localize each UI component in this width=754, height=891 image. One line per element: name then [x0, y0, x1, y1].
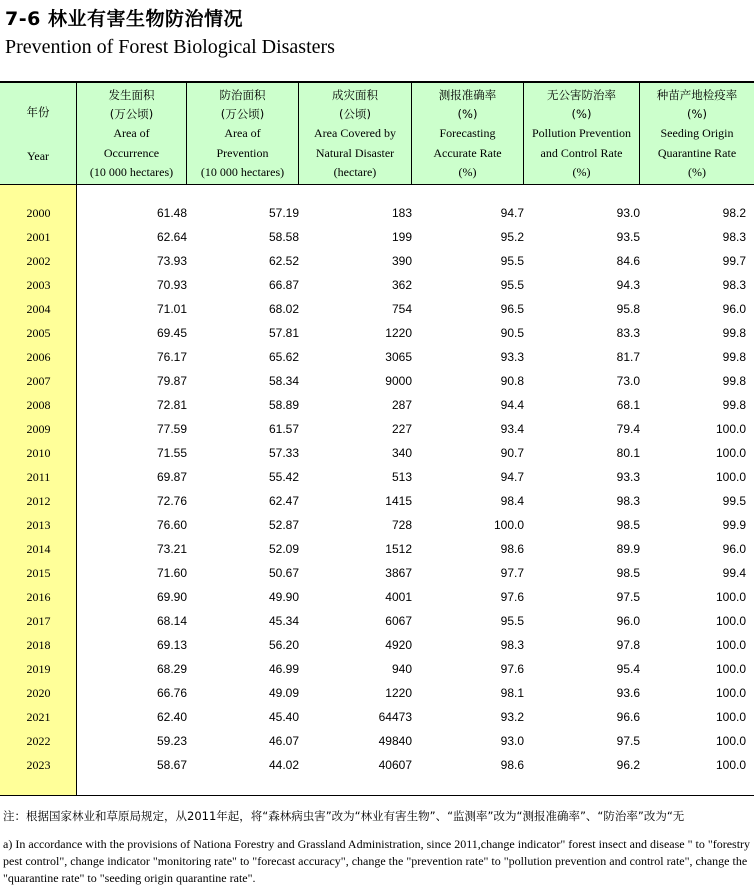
cell-disaster-area: 754	[391, 302, 412, 316]
cell-year: 2016	[26, 589, 51, 604]
cell-prevention: 58.34	[268, 374, 299, 388]
header-line: (10 000 hectares)	[200, 165, 285, 180]
cell-prevention: 65.62	[268, 350, 299, 364]
cell-quarantine-rate: 99.7	[722, 254, 746, 268]
cell-disaster-area: 183	[391, 206, 412, 220]
cell-year: 2006	[26, 349, 51, 364]
cell-forecast-rate: 100.0	[493, 518, 524, 532]
table-row	[0, 273, 754, 297]
cell-year: 2015	[26, 565, 51, 580]
cell-pollution-control-rate: 98.5	[616, 566, 640, 580]
header-line: (%)	[458, 165, 477, 180]
cell-forecast-rate: 97.6	[500, 590, 524, 604]
table-row	[0, 417, 754, 441]
cell-pollution-control-rate: 89.9	[616, 542, 640, 556]
cell-occurrence: 70.93	[156, 278, 187, 292]
table-row	[0, 201, 754, 225]
cell-disaster-area: 513	[391, 470, 412, 484]
cell-pollution-control-rate: 93.0	[616, 206, 640, 220]
cell-year: 2002	[26, 253, 51, 268]
cell-quarantine-rate: 96.0	[722, 302, 746, 316]
cell-prevention: 57.19	[268, 206, 299, 220]
cell-forecast-rate: 96.5	[500, 302, 524, 316]
table-row	[0, 657, 754, 681]
cell-disaster-area: 199	[391, 230, 412, 244]
cell-disaster-area: 1220	[385, 686, 412, 700]
cell-forecast-rate: 94.7	[500, 206, 524, 220]
cell-occurrence: 58.67	[156, 758, 187, 772]
table-row	[0, 537, 754, 561]
cell-forecast-rate: 95.5	[500, 614, 524, 628]
table-header	[0, 81, 754, 185]
cell-year: 2011	[26, 469, 51, 484]
cell-quarantine-rate: 99.8	[722, 398, 746, 412]
cell-prevention: 62.47	[268, 494, 299, 508]
header-line: (%)	[687, 107, 707, 122]
table-row	[0, 609, 754, 633]
cell-year: 2000	[26, 205, 51, 220]
cell-occurrence: 59.23	[156, 734, 187, 748]
cell-year: 2018	[26, 637, 51, 652]
cell-occurrence: 73.93	[156, 254, 187, 268]
cell-forecast-rate: 90.5	[500, 326, 524, 340]
cell-occurrence: 77.59	[156, 422, 187, 436]
cell-quarantine-rate: 100.0	[715, 638, 746, 652]
table-row	[0, 345, 754, 369]
cell-year: 2009	[26, 421, 51, 436]
header-line: 种苗产地检疫率	[656, 87, 738, 102]
cell-pollution-control-rate: 81.7	[616, 350, 640, 364]
cell-year: 2017	[26, 613, 51, 628]
cell-forecast-rate: 93.2	[500, 710, 524, 724]
cell-disaster-area: 9000	[385, 374, 412, 388]
table-row	[0, 393, 754, 417]
header-disaster-area	[299, 83, 412, 184]
table-row	[0, 369, 754, 393]
cell-disaster-area: 227	[391, 422, 412, 436]
table-rows	[0, 201, 754, 777]
cell-pollution-control-rate: 94.3	[616, 278, 640, 292]
cell-prevention: 49.90	[268, 590, 299, 604]
header-line: Area of	[224, 126, 261, 141]
cell-disaster-area: 1512	[385, 542, 412, 556]
cell-disaster-area: 390	[391, 254, 412, 268]
cell-disaster-area: 1220	[385, 326, 412, 340]
cell-forecast-rate: 93.3	[500, 350, 524, 364]
header-line: Area Covered by	[314, 126, 396, 141]
cell-prevention: 58.58	[268, 230, 299, 244]
cell-forecast-rate: 97.6	[500, 662, 524, 676]
cell-year: 2013	[26, 517, 51, 532]
header-line: 成灾面积	[332, 87, 378, 102]
cell-quarantine-rate: 99.9	[722, 518, 746, 532]
cell-pollution-control-rate: 68.1	[616, 398, 640, 412]
cell-year: 2010	[26, 445, 51, 460]
cell-occurrence: 62.64	[156, 230, 187, 244]
cell-prevention: 68.02	[268, 302, 299, 316]
cell-quarantine-rate: 98.3	[722, 278, 746, 292]
header-line: Seeding Origin	[660, 126, 734, 141]
cell-disaster-area: 728	[391, 518, 412, 532]
page-title-english: Prevention of Forest Biological Disasters	[5, 36, 335, 58]
cell-pollution-control-rate: 73.0	[616, 374, 640, 388]
header-line: Forecasting	[439, 126, 496, 141]
header-line: (%)	[572, 165, 591, 180]
header-line: Accurate Rate	[433, 145, 502, 160]
cell-occurrence: 71.01	[156, 302, 187, 316]
cell-pollution-control-rate: 84.6	[616, 254, 640, 268]
cell-pollution-control-rate: 97.5	[616, 590, 640, 604]
header-forecast-rate	[412, 83, 524, 184]
header-line: (万公顷)	[220, 107, 265, 122]
table-row	[0, 633, 754, 657]
cell-occurrence: 68.14	[156, 614, 187, 628]
table-row	[0, 489, 754, 513]
cell-pollution-control-rate: 79.4	[616, 422, 640, 436]
cell-pollution-control-rate: 83.3	[616, 326, 640, 340]
cell-pollution-control-rate: 93.5	[616, 230, 640, 244]
cell-year: 2007	[26, 373, 51, 388]
cell-pollution-control-rate: 95.8	[616, 302, 640, 316]
cell-year: 2008	[26, 397, 51, 412]
cell-disaster-area: 4001	[385, 590, 412, 604]
table-row	[0, 585, 754, 609]
cell-quarantine-rate: 99.5	[722, 494, 746, 508]
cell-forecast-rate: 95.2	[500, 230, 524, 244]
table-row	[0, 465, 754, 489]
cell-quarantine-rate: 100.0	[715, 662, 746, 676]
header-line: Occurrence	[103, 145, 160, 160]
cell-occurrence: 76.17	[156, 350, 187, 364]
cell-prevention: 44.02	[268, 758, 299, 772]
table-row	[0, 729, 754, 753]
cell-occurrence: 69.13	[156, 638, 187, 652]
cell-occurrence: 69.90	[156, 590, 187, 604]
cell-occurrence: 72.81	[156, 398, 187, 412]
cell-year: 2022	[26, 733, 51, 748]
cell-disaster-area: 3065	[385, 350, 412, 364]
table-row	[0, 441, 754, 465]
header-line: 发生面积	[108, 87, 155, 102]
cell-disaster-area: 940	[391, 662, 412, 676]
cell-disaster-area: 4920	[385, 638, 412, 652]
cell-prevention: 61.57	[268, 422, 299, 436]
header-line: (%)	[571, 107, 592, 122]
cell-prevention: 45.34	[268, 614, 299, 628]
cell-prevention: 58.89	[268, 398, 299, 412]
cell-quarantine-rate: 100.0	[715, 422, 746, 436]
cell-quarantine-rate: 98.2	[722, 206, 746, 220]
header-quarantine-rate	[640, 83, 754, 184]
cell-year: 2020	[26, 685, 51, 700]
header-line: 测报准确率	[438, 87, 497, 102]
cell-disaster-area: 40607	[378, 758, 412, 772]
cell-prevention: 50.67	[268, 566, 299, 580]
header-line: Natural Disaster	[315, 145, 395, 160]
cell-occurrence: 62.40	[156, 710, 187, 724]
cell-quarantine-rate: 99.8	[722, 374, 746, 388]
cell-pollution-control-rate: 96.0	[616, 614, 640, 628]
cell-occurrence: 61.48	[156, 206, 187, 220]
cell-quarantine-rate: 100.0	[715, 758, 746, 772]
page-title-chinese: 7-6 林业有害生物防治情况	[5, 8, 243, 30]
cell-prevention: 46.07	[268, 734, 299, 748]
cell-quarantine-rate: 100.0	[715, 686, 746, 700]
table-row	[0, 297, 754, 321]
cell-forecast-rate: 98.6	[500, 542, 524, 556]
cell-disaster-area: 362	[391, 278, 412, 292]
header-occurrence	[77, 83, 187, 184]
cell-prevention: 57.33	[268, 446, 299, 460]
cell-prevention: 52.87	[268, 518, 299, 532]
cell-quarantine-rate: 100.0	[715, 470, 746, 484]
cell-forecast-rate: 90.7	[500, 446, 524, 460]
cell-prevention: 55.42	[268, 470, 299, 484]
cell-forecast-rate: 98.1	[500, 686, 524, 700]
header-line: and Control Rate	[540, 145, 623, 160]
table-row	[0, 513, 754, 537]
cell-quarantine-rate: 96.0	[722, 542, 746, 556]
header-pollution-control-rate	[524, 83, 640, 184]
header-line: Quarantine Rate	[657, 145, 737, 160]
cell-disaster-area: 6067	[385, 614, 412, 628]
cell-pollution-control-rate: 97.5	[616, 734, 640, 748]
header-line: Area of	[113, 126, 150, 141]
header-year	[0, 83, 77, 184]
header-year-en: Year	[26, 148, 50, 163]
header-line: (公顷)	[339, 107, 371, 122]
cell-occurrence: 69.87	[156, 470, 187, 484]
table-row	[0, 705, 754, 729]
cell-disaster-area: 1415	[385, 494, 412, 508]
cell-forecast-rate: 95.5	[500, 254, 524, 268]
cell-disaster-area: 340	[391, 446, 412, 460]
cell-quarantine-rate: 98.3	[722, 230, 746, 244]
cell-prevention: 57.81	[268, 326, 299, 340]
cell-pollution-control-rate: 96.2	[616, 758, 640, 772]
cell-pollution-control-rate: 96.6	[616, 710, 640, 724]
cell-year: 2005	[26, 325, 51, 340]
cell-disaster-area: 3867	[385, 566, 412, 580]
cell-forecast-rate: 90.8	[500, 374, 524, 388]
footnote-chinese: 注：根据国家林业和草原局规定，从2011年起，将“森林病虫害”改为“林业有害生物”、“监测率”改为“测报准确率”、“防治率”改为“无	[3, 809, 685, 823]
data-table	[0, 81, 754, 796]
cell-prevention: 46.99	[268, 662, 299, 676]
cell-prevention: 56.20	[268, 638, 299, 652]
cell-forecast-rate: 95.5	[500, 278, 524, 292]
cell-disaster-area: 287	[391, 398, 412, 412]
header-line: (万公顷)	[109, 107, 154, 122]
cell-year: 2003	[26, 277, 51, 292]
cell-year: 2012	[26, 493, 51, 508]
cell-forecast-rate: 98.4	[500, 494, 524, 508]
table-row	[0, 321, 754, 345]
cell-pollution-control-rate: 93.6	[616, 686, 640, 700]
cell-quarantine-rate: 99.8	[722, 350, 746, 364]
header-year-cn: 年份	[26, 104, 50, 119]
table-row	[0, 561, 754, 585]
cell-quarantine-rate: 100.0	[715, 734, 746, 748]
cell-quarantine-rate: 100.0	[715, 710, 746, 724]
cell-year: 2001	[26, 229, 51, 244]
header-line: (hectare)	[333, 165, 377, 180]
cell-occurrence: 73.21	[156, 542, 187, 556]
cell-year: 2023	[26, 757, 51, 772]
header-line: Prevention	[216, 145, 269, 160]
cell-occurrence: 66.76	[156, 686, 187, 700]
cell-occurrence: 76.60	[156, 518, 187, 532]
cell-forecast-rate: 94.7	[500, 470, 524, 484]
cell-forecast-rate: 97.7	[500, 566, 524, 580]
cell-quarantine-rate: 100.0	[715, 446, 746, 460]
cell-year: 2019	[26, 661, 51, 676]
table-body	[0, 185, 754, 796]
cell-pollution-control-rate: 98.3	[616, 494, 640, 508]
header-line: Pollution Prevention	[532, 126, 631, 141]
cell-occurrence: 71.55	[156, 446, 187, 460]
cell-forecast-rate: 98.3	[500, 638, 524, 652]
cell-prevention: 66.87	[268, 278, 299, 292]
cell-prevention: 62.52	[268, 254, 299, 268]
footnote-english: a) In accordance with the provisions of Nationa Forestry and Grassland Administration, since 2011,change indicator" forest insect and disease " to "forestry pest control", change indicator "monitoring rate" to "forecast accuracy", change the "prevention rate" to "pollution prevention and control rate", change the "quarantine rate" to "seeding origin quarantine rate".	[3, 837, 751, 885]
cell-occurrence: 71.60	[156, 566, 187, 580]
cell-forecast-rate: 93.0	[500, 734, 524, 748]
cell-pollution-control-rate: 95.4	[616, 662, 640, 676]
cell-prevention: 49.09	[268, 686, 299, 700]
cell-disaster-area: 49840	[378, 734, 412, 748]
cell-prevention: 52.09	[268, 542, 299, 556]
header-line: (%)	[688, 165, 706, 180]
header-line: 防治面积	[219, 87, 266, 102]
cell-year: 2014	[26, 541, 51, 556]
cell-occurrence: 72.76	[156, 494, 187, 508]
cell-quarantine-rate: 99.4	[722, 566, 746, 580]
header-line: 无公害防治率	[547, 87, 616, 102]
table-row	[0, 681, 754, 705]
cell-occurrence: 68.29	[156, 662, 187, 676]
table-row	[0, 753, 754, 777]
cell-year: 2021	[26, 709, 51, 724]
cell-forecast-rate: 94.4	[500, 398, 524, 412]
cell-occurrence: 69.45	[156, 326, 187, 340]
header-line: (10 000 hectares)	[89, 165, 174, 180]
table-row	[0, 249, 754, 273]
cell-quarantine-rate: 100.0	[715, 590, 746, 604]
cell-quarantine-rate: 100.0	[715, 614, 746, 628]
cell-quarantine-rate: 99.8	[722, 326, 746, 340]
header-prevention	[187, 83, 299, 184]
cell-pollution-control-rate: 93.3	[616, 470, 640, 484]
cell-occurrence: 79.87	[156, 374, 187, 388]
cell-pollution-control-rate: 80.1	[616, 446, 640, 460]
cell-prevention: 45.40	[268, 710, 299, 724]
cell-disaster-area: 64473	[378, 710, 412, 724]
cell-year: 2004	[26, 301, 51, 316]
table-row	[0, 225, 754, 249]
cell-pollution-control-rate: 98.5	[616, 518, 640, 532]
cell-forecast-rate: 93.4	[500, 422, 524, 436]
cell-forecast-rate: 98.6	[500, 758, 524, 772]
header-line: (%)	[457, 107, 478, 122]
cell-pollution-control-rate: 97.8	[616, 638, 640, 652]
